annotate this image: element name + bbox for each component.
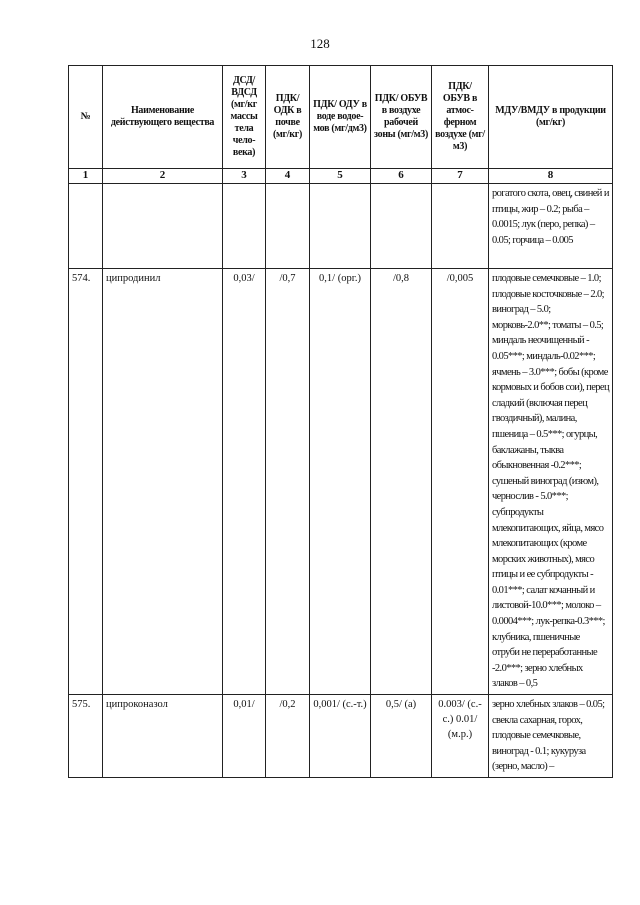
page-number: 128 [310, 36, 330, 51]
pdk-obuv-atm-value: 0.003/ (с.-с.) 0.01/ (м.р.) [432, 695, 489, 778]
substance-name: ципродинил [103, 269, 223, 695]
substance-name: ципроконазол [103, 695, 223, 778]
empty-cell [69, 184, 103, 269]
table-row [69, 695, 613, 778]
dsd-value: 0,03/ [223, 269, 266, 695]
pdk-obuv-atm-value: /0,005 [432, 269, 489, 695]
empty-cell [371, 184, 432, 269]
header-pdk-obuv-atm: ПДК/ ОБУВ в атмос-ферном воздухе (мг/м3) [432, 66, 489, 169]
pdk-obuv-work-value: /0,8 [371, 269, 432, 695]
col-number: 1 [69, 169, 103, 184]
header-pdk-odu: ПДК/ ОДУ в воде водое-мов (мг/дм3) [310, 66, 371, 169]
empty-cell [266, 184, 310, 269]
mdu-cell: плодовые семечковые – 1.0; плодовые косточковые – 2.0; виноград – 5.0; морковь-2.0**; томаты – 0.5; миндаль неочищенный - 0.05***; миндаль-0.02***; ячмень – 3.0***; бобы (кроме кормовых и бобов сои), перец сладкий (включая перец гвоздичный), малина, пшеница – 0.5***; огурцы, баклажаны, тыква обыкновенная -0.2***; сушеный виноград (изюм), чернослив - 5.0***; субпродукты млекопитающих, яйца, мясо млекопитающих (кроме морских животных), мясо птицы и ее субпродукты - 0.01***; салат кочанный и листовой-10.0***; молоко – 0.0004***; лук-репка-0.3***; клубника, пшеничные отруби не переработанные -2.0***; зерно хлебных злаков – 0,5 [489, 269, 613, 695]
header-pdk-obuv-work: ПДК/ ОБУВ в воздухе рабочей зоны (мг/м3) [371, 66, 432, 169]
col-number: 6 [371, 169, 432, 184]
column-number-row [69, 169, 613, 184]
pdk-odk-value: /0,7 [266, 269, 310, 695]
pdk-odu-value: 0,001/ (с.-т.) [310, 695, 371, 778]
mdu-cell: зерно хлебных злаков – 0.05; свекла сахарная, горох, плодовые семечковые, виноград - 0.1; кукуруза (зерно, масло) – [489, 695, 613, 778]
pdk-obuv-work-value: 0,5/ (а) [371, 695, 432, 778]
row-number: 574. [69, 269, 103, 695]
col-number: 4 [266, 169, 310, 184]
pdk-odu-value: 0,1/ (орг.) [310, 269, 371, 695]
header-pdk-odk: ПДК/ ОДК в почве (мг/кг) [266, 66, 310, 169]
empty-cell [223, 184, 266, 269]
empty-cell [310, 184, 371, 269]
col-number: 2 [103, 169, 223, 184]
pesticide-table [68, 65, 613, 778]
mdu-cell: рогатого скота, овец, свиней и птицы, жир – 0.2; рыба – 0.0015; лук (перо, репка) – 0.05; горчица – 0.005 [489, 184, 613, 269]
header-row [69, 66, 613, 169]
table-row [69, 269, 613, 695]
pdk-odk-value: /0,2 [266, 695, 310, 778]
col-number: 7 [432, 169, 489, 184]
continuation-row [69, 184, 613, 269]
empty-cell [432, 184, 489, 269]
header-name: Наименование действующего вещества [103, 66, 223, 169]
header-dsd: ДСД/ ВДСД (мг/кг массы тела чело-века) [223, 66, 266, 169]
col-number: 8 [489, 169, 613, 184]
header-num: № [69, 66, 103, 169]
dsd-value: 0,01/ [223, 695, 266, 778]
row-number: 575. [69, 695, 103, 778]
empty-cell [103, 184, 223, 269]
col-number: 3 [223, 169, 266, 184]
col-number: 5 [310, 169, 371, 184]
header-mdu: МДУ/ВМДУ в продукции (мг/кг) [489, 66, 613, 169]
